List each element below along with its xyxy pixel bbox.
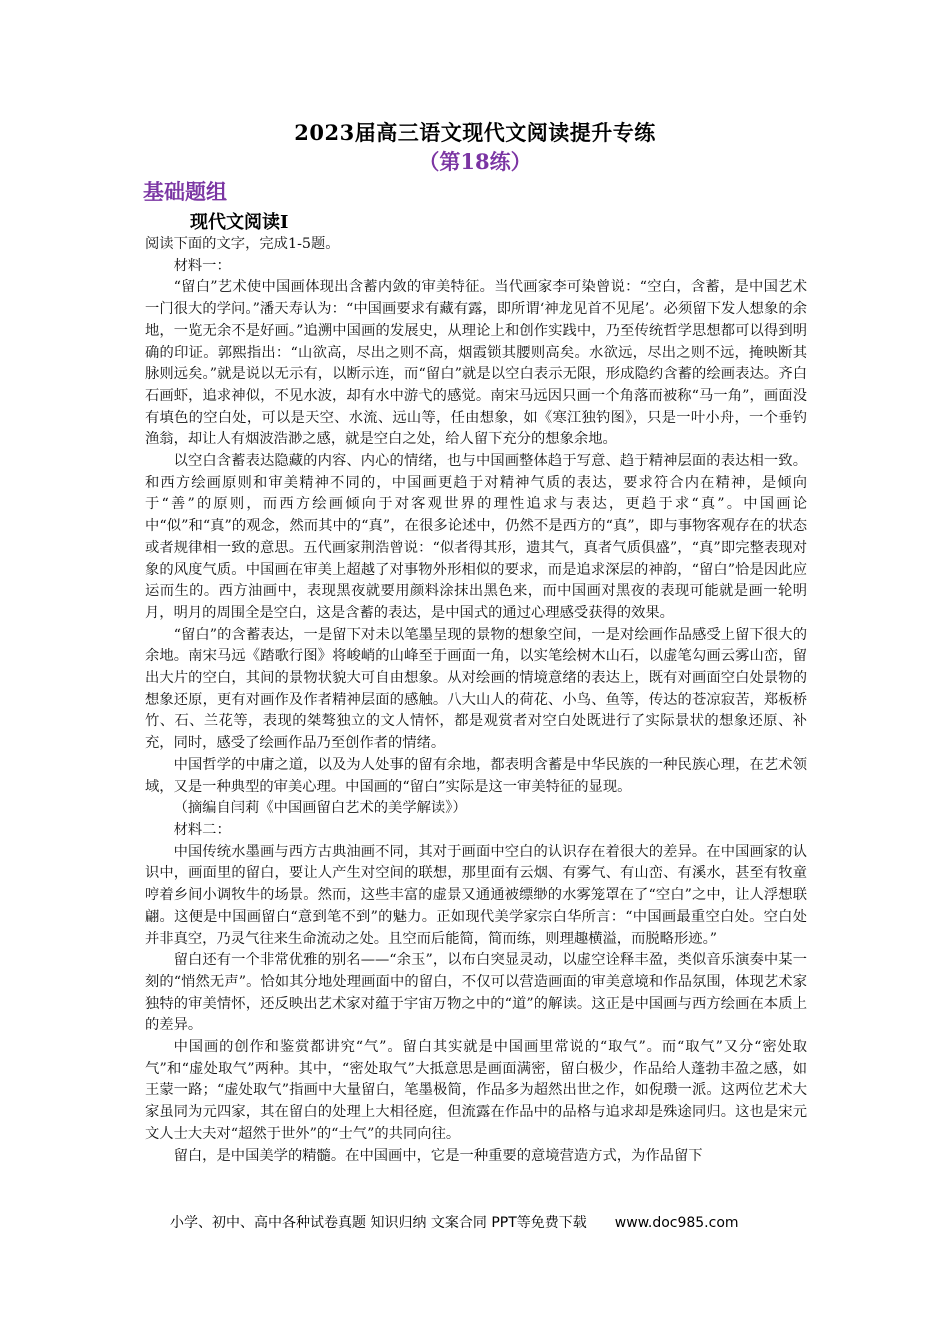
document-subtitle: （第18练） (418, 149, 532, 174)
instruction-text: 阅读下面的文字，完成1-5题。 (145, 236, 340, 252)
paragraph: “留白”艺术使中国画体现出含蓄内敛的审美特征。当代画家李可染曾说：“空白，含蓄，是中国艺术一门很大的学问。”潘天寿认为：“中国画要求有藏有露，即所谓‘神龙见首不见尾’。必须留下发人想象的余地，一览无余不是好画。”追溯中国画的发展史，从理论上和创作实践中，乃至传统哲学思想都可以得到明确的印证。郭熙指出：“山欲高，尽出之则不高，烟霞锁其腰则高矣。水欲远，尽出之则不远，掩映断其脉则远矣。”就是说以无示有，以断示连，而“留白”就是以空白表示无限，形成隐约含蓄的绘画表达。齐白石画虾，追求神似，不见水波，却有水中游弋的感觉。南宋马远因只画一个角落而被称“马一角”，画面没有填色的空白处，可以是天空、水流、远山等，任由想象，如《寒江独钓图》，只是一叶小舟，一个垂钓渔翁，却让人有烟波浩渺之感，就是空白之处，给人留下充分的想象余地。 (145, 279, 807, 448)
section-heading: 现代文阅读Ⅰ (190, 212, 289, 233)
paragraph: 留白还有一个非常优雅的别名——“余玉”，以布白突显灵动，以虚空诠释丰盈，类似音乐演奏中某一刻的“悄然无声”。恰如其分地处理画面中的留白，不仅可以营造画面的审美意境和作品氛围，体现艺术家独特的审美情怀，还反映出艺术家对蕴于宇宙万物之中的“道”的解读。这正是中国画与西方绘画在本质上的差异。 (145, 952, 807, 1034)
source-citation: （摘编自闫莉《中国画留白艺术的美学解读》） (173, 800, 467, 817)
group-heading: 基础题组 (143, 179, 227, 204)
reading-passage (145, 234, 807, 1167)
footer-website-link[interactable]: www.doc985.com (614, 1215, 739, 1231)
paragraph: “留白”的含蓄表达，一是留下对未以笔墨呈现的景物的想象空间，一是对绘画作品感受上留下很大的余地。南宋马远《踏歌行图》将峻峭的山峰至于画面一角，以实笔绘树木山石，以虚笔勾画云雾山峦，留出大片的空白，其间的景物状貌大可自由想象。从对绘画的情境意绪的表达上，既有对画面空白处景物的想象还原，更有对画作及作者精神层面的感触。八大山人的荷花、小鸟、鱼等，传达的苍凉寂苦，郑板桥竹、石、兰花等，表现的桀骜独立的文人情怀，都是观赏者对空白处既进行了实际景状的想象还原、补充，同时，感受了绘画作品乃至创作者的情绪。 (145, 626, 807, 752)
page-footer (170, 1212, 810, 1232)
paragraph: 中国传统水墨画与西方古典油画不同，其对于画面中空白的认识存在着很大的差异。在中国画家的认识中，画面里的留白，要让人产生对空间的联想，那里面有云烟、有雾气、有山峦、有溪水，甚至有牧童哼着乡间小调牧牛的场景。然而，这些丰富的虚景又通通被缥缈的水雾笼罩在了“空白”之中，让人浮想联翩。这便是中国画留白“意到笔不到”的魅力。正如现代美学家宗白华所言：“中国画最重空白处。空白处并非真空，乃灵气往来生命流动之处。且空而后能简，简而练，则理趣横溢，而脱略形迹。” (145, 843, 807, 947)
material-two-label: 材料二： (173, 821, 231, 838)
material-one-label: 材料一： (173, 257, 231, 274)
footer-text: 小学、初中、高中各种试卷真题 知识归纳 文案合同 PPT等免费下载 (170, 1215, 587, 1231)
paragraph: 以空白含蓄表达隐藏的内容、内心的情绪，也与中国画整体趋于写意、趋于精神层面的表达相一致。和西方绘画原则和审美精神不同的，中国画更趋于对精神气质的表达，要求符合内在精神，是倾向于“善”的原则，而西方绘画倾向于对客观世界的理性追求与表达，更趋于求“真”。中国画论中“似”和“真”的观念，然而其中的“真”，在很多论述中，仍然不是西方的“真”，即与事物客观存在的状态或者规律相一致的意思。五代画家荆浩曾说：“似者得其形，遗其气，真者气质俱盛”，“真”即完整表现对象的风度气质。中国画在审美上超越了对事物外形相似的要求，而是追求深层的神韵，“留白”恰是因此应运而生的。西方油画中，表现黑夜就要用颜料涂抹出黑色来，而中国画对黑夜的表现可能就是画一轮明月，明月的周围全是空白，这是含蓄的表达，是中国式的通过心理感受获得的效果。 (145, 453, 807, 621)
paragraph: 中国哲学的中庸之道，以及为人处事的留有余地，都表明含蓄是中华民族的一种民族心理，在艺术领域，又是一种典型的审美心理。中国画的“留白”实际是这一审美特征的显现。 (145, 756, 807, 795)
paragraph: 中国画的创作和鉴赏都讲究“气”。留白其实就是中国画里常说的“取气”。而“取气”又分“密处取气”和“虚处取气”两种。其中，“密处取气”大抵意思是画面满密，留白极少，作品给人蓬勃丰盈之感，如王蒙一路；“虚处取气”指画中大量留白，笔墨极简，作品多为超然出世之作，如倪瓒一派。这两位艺术大家虽同为元四家，其在留白的处理上大相径庭，但流露在作品中的品格与追求却是殊途同归。这也是宋元文人士大夫对“超然于世外”的“士气”的共同向往。 (145, 1039, 807, 1142)
paragraph: 留白，是中国美学的精髓。在中国画中，它是一种重要的意境营造方式，为作品留下 (173, 1147, 703, 1164)
document-title: 2023届高三语文现代文阅读提升专练 (294, 120, 656, 145)
